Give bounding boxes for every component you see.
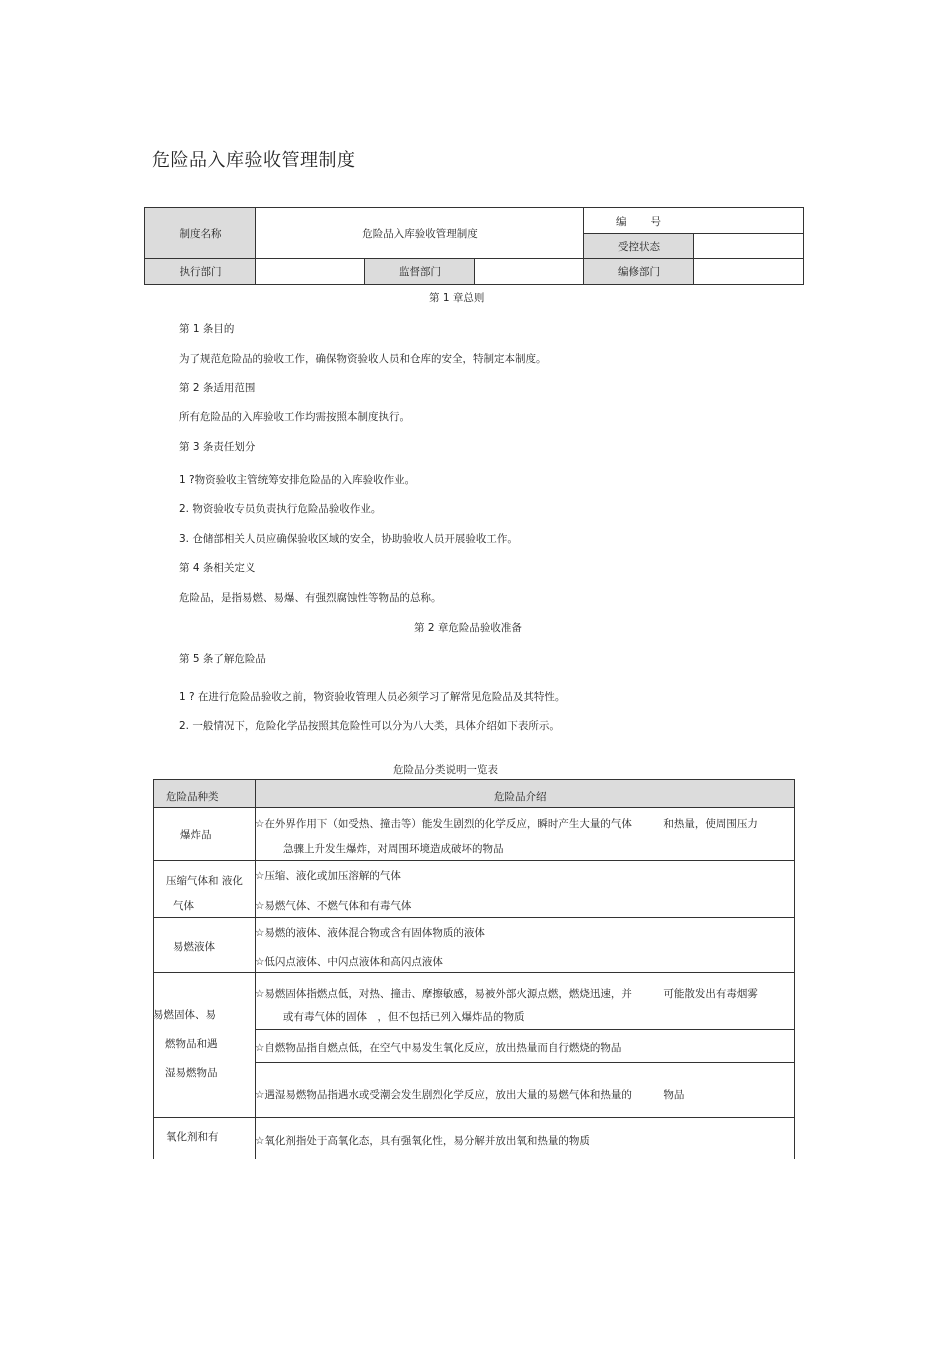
grid-line bbox=[794, 779, 795, 1159]
table-header-row bbox=[153, 779, 795, 807]
row-desc: ☆遇湿易燃物品指遇水或受潮会发生剧烈化学反应，放出大量的易燃气体和热量的 物品 bbox=[255, 1089, 685, 1101]
art3-item: 1 ?物资验收主管统筹安排危险品的入库验收作业。 bbox=[179, 474, 416, 486]
art4-body: 危险品，是指易燃、易爆、有强烈腐蚀性等物品的总称。 bbox=[179, 592, 442, 604]
grid-line bbox=[153, 779, 154, 1159]
art1-body: 为了规范危险品的验收工作，确保物资验收人员和仓库的安全，特制定本制度。 bbox=[179, 353, 547, 365]
row-desc: ☆易燃固体指燃点低，对热、撞击、摩擦敏感，易被外部火源点燃，燃烧迅速，并 可能散发出有毒烟雾 bbox=[255, 988, 758, 1000]
name-label: 制度名称 bbox=[145, 208, 256, 259]
row-desc: ☆自燃物品指自燃点低，在空气中易发生氧化反应，放出热量而自行燃烧的物品 bbox=[255, 1042, 622, 1054]
row-desc: ☆压缩、液化或加压溶解的气体 bbox=[255, 870, 401, 882]
grid-line bbox=[145, 258, 803, 259]
row-desc: 急骤上升发生爆炸，对周围环境造成破坏的物品 bbox=[283, 843, 504, 855]
grid-line bbox=[153, 860, 795, 861]
row-category: 气体 bbox=[173, 900, 194, 912]
art3-item: 3. 仓储部相关人员应确保验收区域的安全，协助验收人员开展验收工作。 bbox=[179, 533, 518, 545]
row-desc: 或有毒气体的固体 ，但不包括已列入爆炸品的物质 bbox=[283, 1011, 525, 1023]
control-status-value bbox=[694, 234, 803, 259]
control-status-label: 受控状态 bbox=[584, 234, 694, 259]
grid-line bbox=[153, 807, 795, 808]
grid-line bbox=[583, 208, 584, 284]
art5-title: 第 5 条了解危险品 bbox=[179, 653, 266, 665]
grid-line bbox=[153, 1117, 795, 1118]
document-title: 危险品入库验收管理制度 bbox=[152, 150, 356, 171]
grid-line bbox=[255, 208, 256, 284]
art3-item: 2. 物资验收专员负责执行危险品验收作业。 bbox=[179, 503, 382, 515]
art5-item: 1 ? 在进行危险品验收之前，物资验收管理人员必须学习了解常见危险品及其特性。 bbox=[179, 691, 566, 703]
row-category: 压缩气体和 液化 bbox=[166, 875, 243, 887]
grid-line bbox=[153, 779, 795, 780]
grid-line bbox=[474, 259, 475, 284]
art2-title: 第 2 条适用范围 bbox=[179, 382, 256, 394]
art5-item: 2. 一般情况下，危险化学品按照其危险性可以分为八大类，具体介绍如下表所示。 bbox=[179, 720, 560, 732]
row-category: 燃物品和遇 bbox=[165, 1038, 218, 1050]
table-caption: 危险品分类说明一览表 bbox=[393, 764, 498, 776]
grid-line bbox=[693, 259, 694, 284]
art2-body: 所有危险品的入库验收工作均需按照本制度执行。 bbox=[179, 411, 410, 423]
name-value: 危险品入库验收管理制度 bbox=[362, 228, 478, 240]
row-category: 爆炸品 bbox=[180, 829, 212, 841]
chapter1-heading: 第 1 章总则 bbox=[429, 292, 485, 304]
row-desc: ☆易燃的液体、液体混合物或含有固体物质的液体 bbox=[255, 927, 485, 939]
col1-header: 危险品种类 bbox=[166, 791, 219, 803]
art1-title: 第 1 条目的 bbox=[179, 323, 235, 335]
row-category: 氧化剂和有 bbox=[166, 1131, 219, 1143]
grid-line bbox=[693, 234, 694, 259]
row-desc: ☆易燃气体、不燃气体和有毒气体 bbox=[255, 900, 412, 912]
row-category: 湿易燃物品 bbox=[165, 1067, 218, 1079]
col2-header: 危险品介绍 bbox=[494, 791, 547, 803]
art4-title: 第 4 条相关定义 bbox=[179, 562, 256, 574]
grid-line bbox=[255, 1029, 795, 1030]
header-table bbox=[144, 207, 804, 285]
row-desc: ☆低闪点液体、中闪点液体和高闪点液体 bbox=[255, 956, 443, 968]
row-category: 易燃固体、易 bbox=[153, 1009, 216, 1021]
classification-table bbox=[153, 779, 795, 1159]
chapter2-heading: 第 2 章危险品验收准备 bbox=[414, 622, 522, 634]
grid-line bbox=[255, 1062, 795, 1063]
number-label: 编 号 bbox=[616, 215, 662, 228]
grid-line bbox=[255, 779, 256, 1159]
exec-dept-label: 执行部门 bbox=[145, 259, 256, 284]
row-desc: ☆氧化剂指处于高氧化态，具有强氧化性，易分解并放出氧和热量的物质 bbox=[255, 1135, 590, 1147]
grid-line bbox=[364, 259, 365, 284]
art3-title: 第 3 条责任划分 bbox=[179, 441, 256, 453]
edit-dept-label: 编修部门 bbox=[584, 259, 694, 284]
row-desc: ☆在外界作用下（如受热、撞击等）能发生剧烈的化学反应，瞬时产生大量的气体 和热量，使周围压力 bbox=[255, 818, 758, 830]
grid-line bbox=[153, 917, 795, 918]
supervise-dept-label: 监督部门 bbox=[365, 259, 475, 284]
row-category: 易燃液体 bbox=[173, 941, 215, 953]
grid-line bbox=[583, 233, 803, 234]
grid-line bbox=[153, 972, 795, 973]
